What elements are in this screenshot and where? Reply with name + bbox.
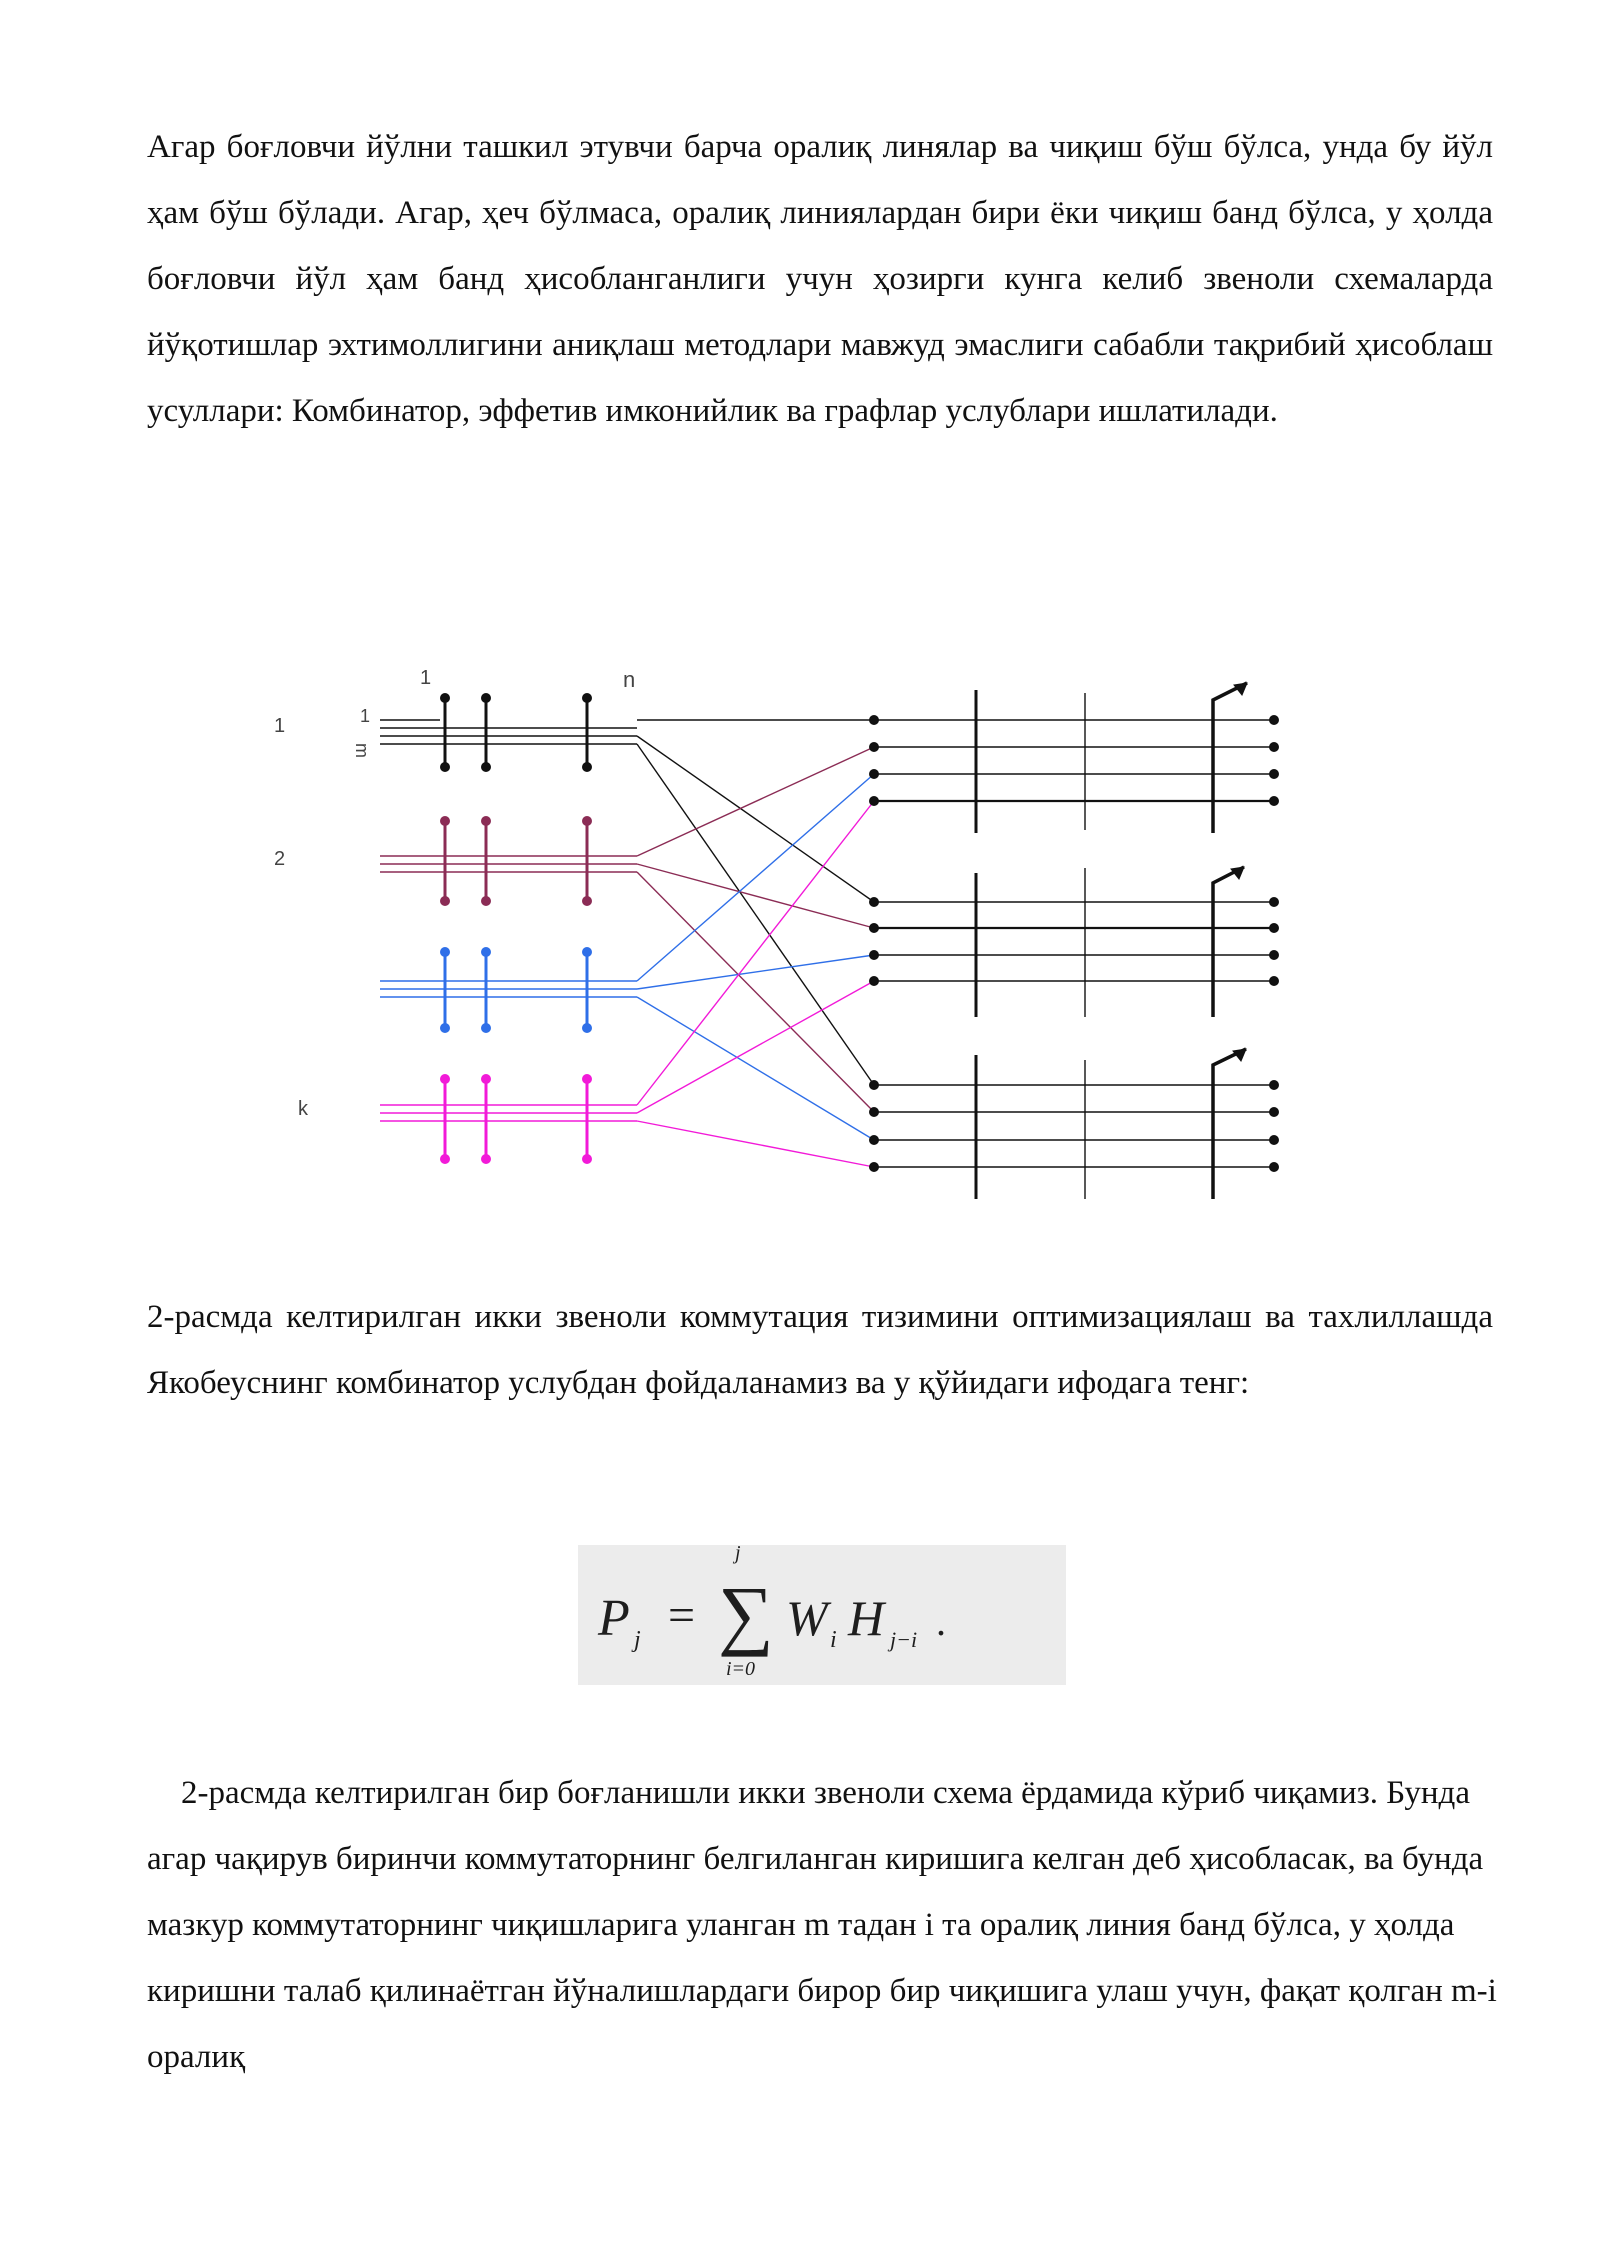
- formula-w: W: [786, 1590, 828, 1646]
- paragraph-method: 2-расмда келтирилган икки звеноли коммутация тизимини оптимизациялаш ва тахлиллашда Якобеуснинг комбинатор услубдан фойдаланамиз ва у қўйидаги ифодага тенг:: [147, 1299, 1493, 1401]
- formula-image: [578, 1545, 1066, 1685]
- formula-h-sub: j−i: [890, 1627, 918, 1652]
- line-label-m: m: [352, 743, 372, 758]
- second-stage-switches: [870, 683, 1279, 1199]
- formula-sum-top: j: [735, 1545, 741, 1564]
- formula-sum: ∑: [718, 1570, 774, 1657]
- input-group-2: [380, 817, 637, 906]
- line-label-1: 1: [360, 706, 371, 726]
- formula-equals: =: [668, 1589, 696, 1642]
- formula-h: H: [848, 1590, 885, 1646]
- interconnect-links: [637, 720, 874, 1167]
- input-group-k: [380, 1075, 637, 1164]
- formula-expression: [578, 1545, 1066, 1685]
- switching-scheme-figure: [262, 655, 1312, 1215]
- group-label-k: k: [298, 1098, 308, 1120]
- group-label-2: 2: [274, 848, 286, 870]
- formula-lhs-sub: j: [634, 1627, 641, 1653]
- top-label-n: n: [623, 667, 636, 692]
- formula-end: .: [936, 1599, 946, 1644]
- group-label-1: 1: [274, 715, 286, 737]
- top-label-1: 1: [420, 667, 432, 689]
- paragraph-intro: Агар боғловчи йўлни ташкил этувчи барча оралиқ линялар ва чиқиш бўш бўлса, унда бу йўл ҳам бўш бўлади. Агар, ҳеч бўлмаса, оралиқ линиялардан бири ёки чиқиш банд бўлса, у ҳолда боғловчи йўл ҳам банд ҳисобланганлиги учун ҳозирги кунга келиб звеноли схемаларда йўқотишлар эхтимоллигини аниқлаш методлари мавжуд эмаслиги сабабли тақрибий ҳисоблаш усуллари: Комбинатор, эффетив имконийлик ва графлар услублари ишлатилади.: [147, 129, 1493, 429]
- input-group-3: [380, 948, 637, 1033]
- formula-sum-bottom: i=0: [726, 1658, 756, 1680]
- formula-w-sub: i: [830, 1627, 837, 1653]
- formula-lhs: P: [598, 1590, 630, 1647]
- paragraph-explanation: 2-расмда келтирилган бир боғланишли икки звеноли схема ёрдамида кўриб чиқамиз. Бунда агар чақирув биринчи коммутаторнинг белгиланган киришига келган деб ҳисобласак, ва бунда мазкур коммутаторнинг чиқишларига уланган m тадан i та оралиқ линия банд бўлса, у ҳолда киришни талаб қилинаётган йўналишлардаги бирор бир чиқишига улаш учун, фақат қолган m-i оралиқ: [147, 1775, 1497, 2075]
- input-group-1: [380, 694, 637, 772]
- switching-scheme-diagram: [262, 655, 1312, 1215]
